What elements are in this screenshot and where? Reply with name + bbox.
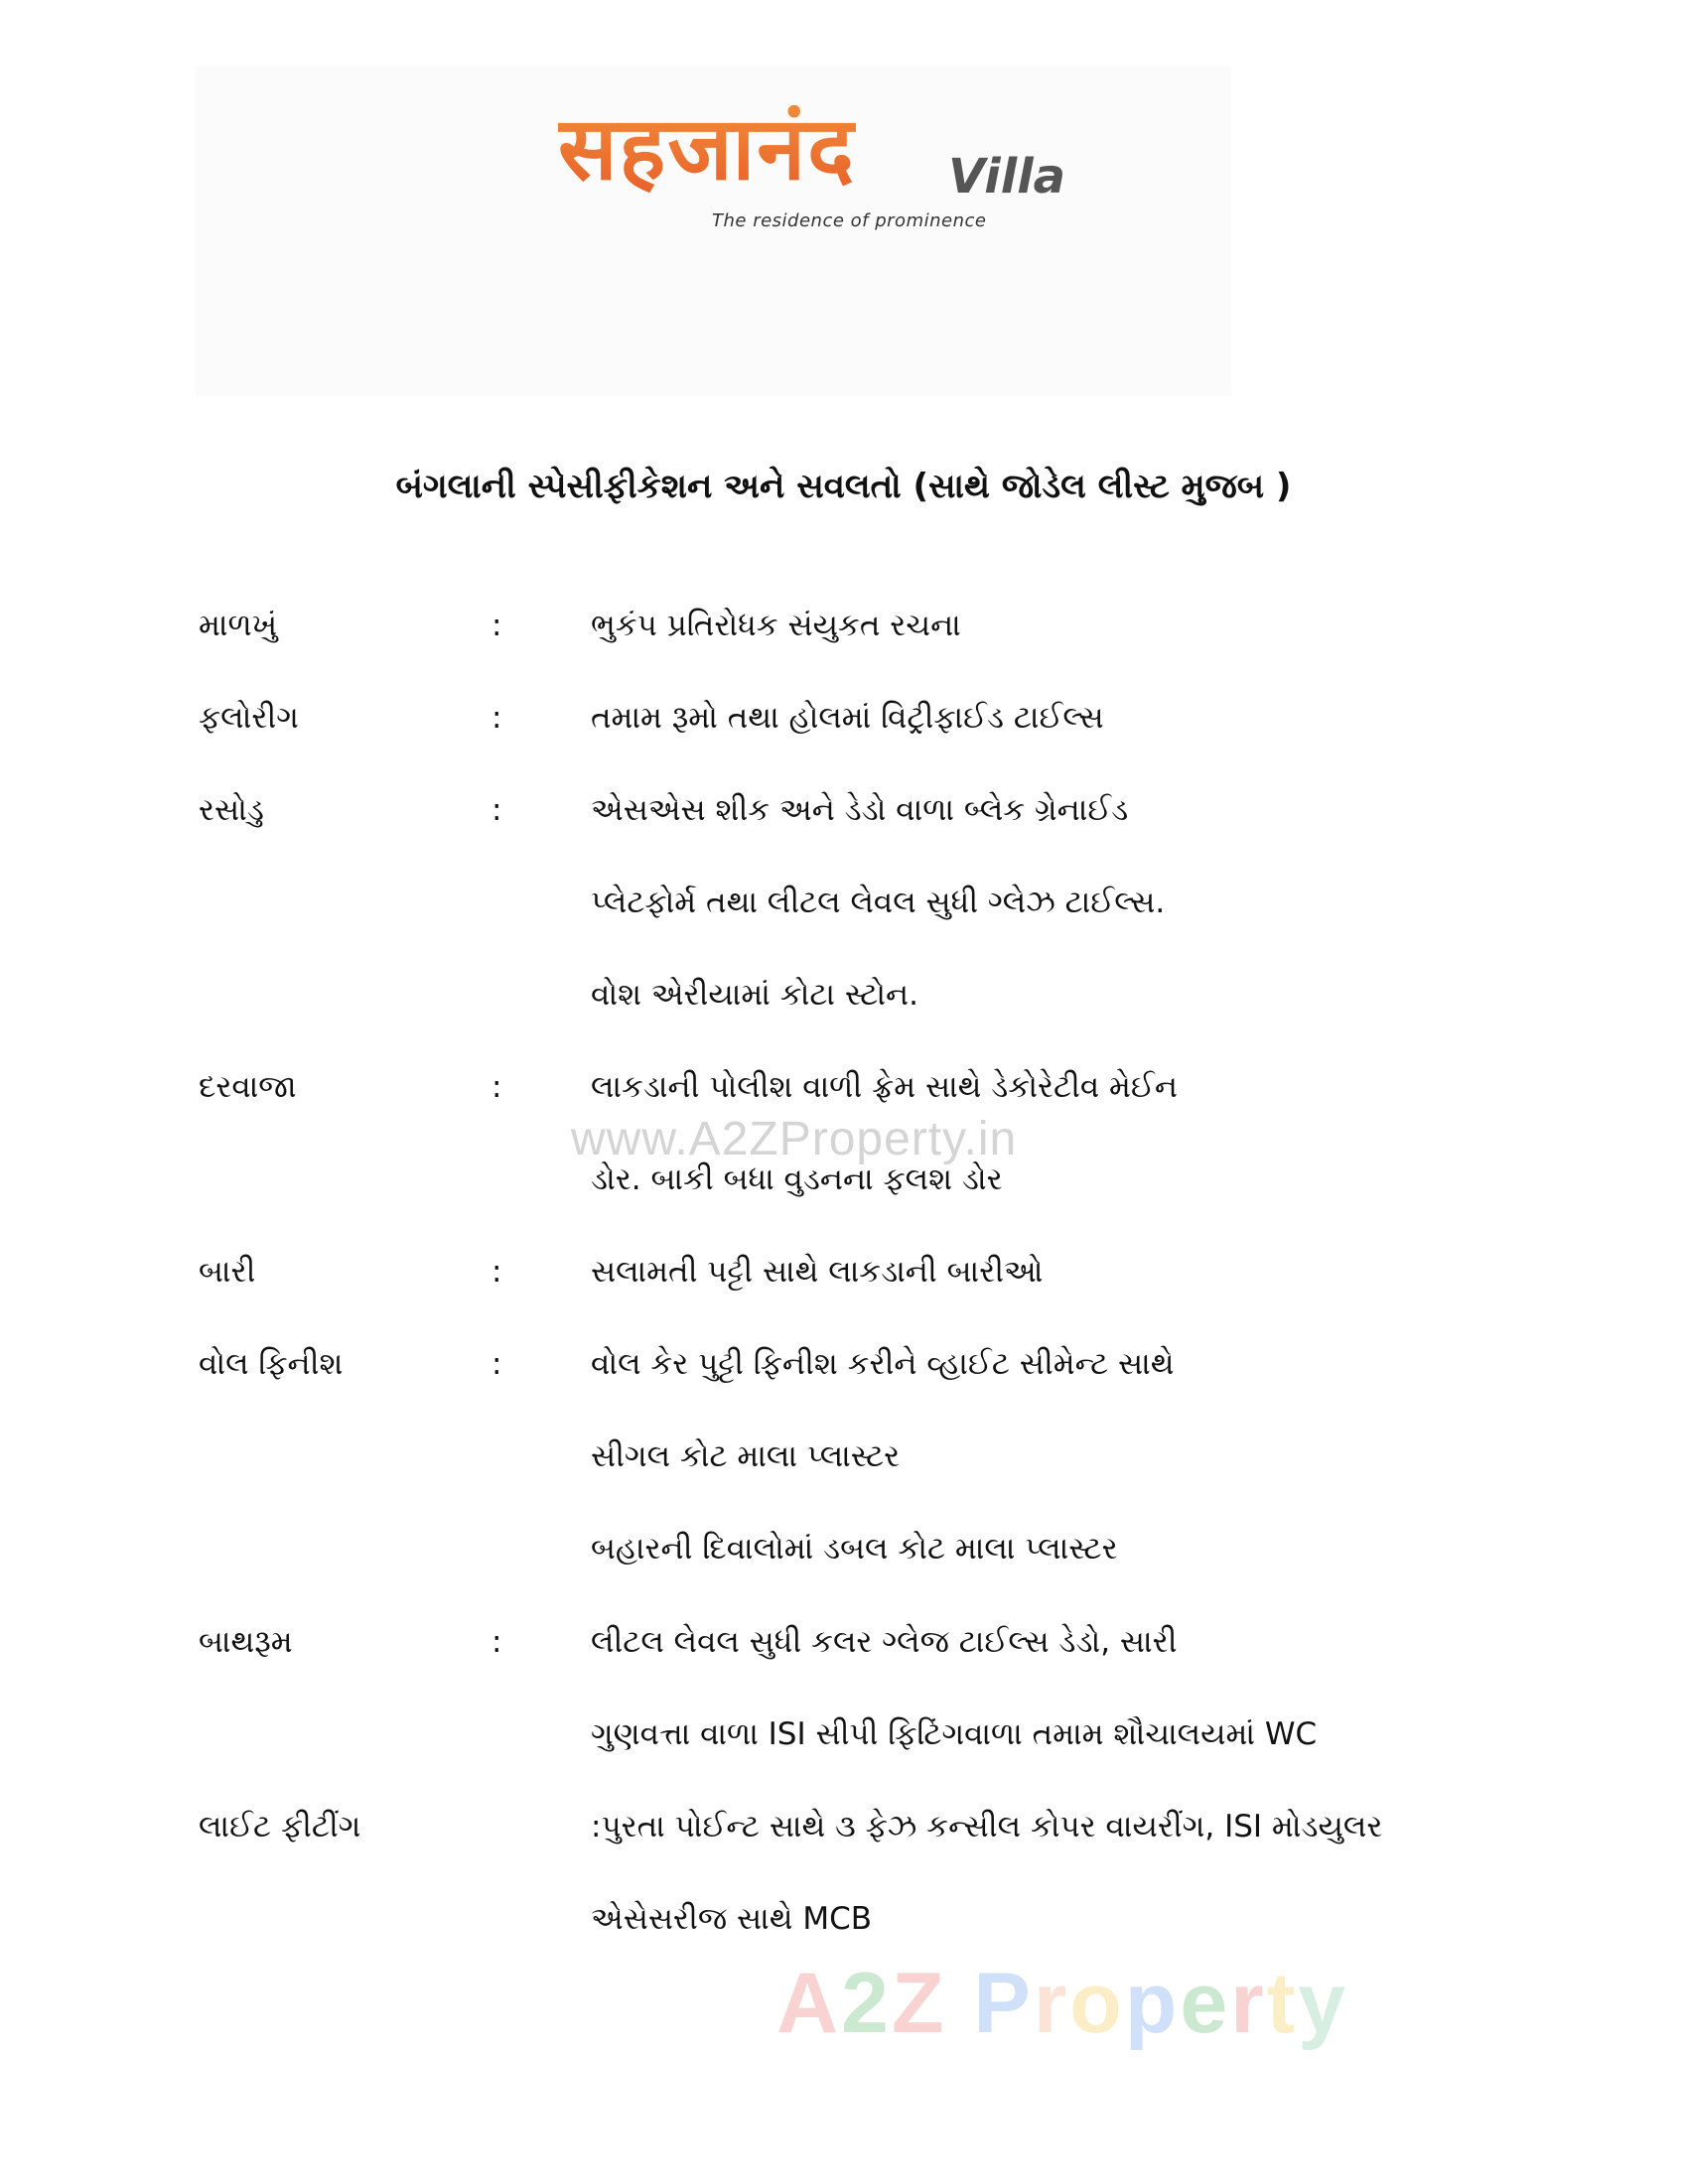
- logo-name: सहजानंद: [558, 97, 856, 200]
- spec-label: દરવાજા: [199, 1069, 297, 1105]
- spec-value: પ્લેટફોર્મ તથા લીટલ લેવલ સુધી ગ્લેઝ ટાઈલ્સ.: [591, 885, 1166, 920]
- spec-row-doors: [0, 1057, 1687, 1117]
- spec-value: બહારની દિવાલોમાં ડબલ કોટ માલા પ્લાસ્ટર: [591, 1531, 1118, 1567]
- spec-row-bathroom: [0, 1612, 1687, 1672]
- watermark-letter: e: [1180, 1956, 1231, 2051]
- spec-value: સીગલ કોટ માલા પ્લાસ્ટર: [591, 1438, 901, 1474]
- spec-colon: :: [492, 700, 502, 736]
- watermark-letter: r: [1230, 1956, 1267, 2051]
- spec-label: રસોડુ: [199, 792, 264, 828]
- logo-tagline: The residence of prominence: [712, 210, 987, 231]
- spec-value: એસએસ શીક અને ડેડો વાળા બ્લેક ગ્રેનાઈડ: [591, 792, 1129, 828]
- spec-row-bathroom-cont: [0, 1705, 1687, 1764]
- page-title: બંગલાની સ્પેસીફીકેશન અને સવલતો (સાથે જોડેલ લીસ્ટ મુજબ ): [395, 467, 1292, 506]
- spec-colon: :: [492, 608, 502, 643]
- spec-row-kitchen-cont: [0, 873, 1687, 932]
- spec-row-flooring: [0, 688, 1687, 748]
- spec-row-doors-cont: [0, 1150, 1687, 1209]
- spec-colon: :: [492, 1069, 502, 1105]
- watermark-letter: P: [973, 1956, 1034, 2051]
- spec-value: લીટલ લેવલ સુધી કલર ગ્લેજ ટાઈલ્સ ડેડો, સારી: [591, 1624, 1178, 1660]
- watermark-letter: t: [1266, 1956, 1299, 2051]
- watermark-letter: 2: [841, 1956, 892, 2051]
- spec-row-wall-finish: [0, 1334, 1687, 1394]
- spec-colon: :: [492, 1624, 502, 1660]
- spec-label: બારી: [199, 1254, 256, 1290]
- spec-row-light-fitting-cont: [0, 1889, 1687, 1949]
- watermark-letter: [947, 1956, 974, 2051]
- spec-label: ફલોરીગ: [199, 700, 299, 736]
- logo-suffix: Villa: [948, 149, 1066, 205]
- spec-colon: :: [492, 1254, 502, 1290]
- spec-value: :પુરતા પોઈન્ટ સાથે ૩ ફેઝ કન્સીલ કોપર વાયરીંગ, ISI મોડયુલર: [591, 1809, 1383, 1844]
- watermark-letter: A: [776, 1956, 842, 2051]
- spec-value: લાકડાની પોલીશ વાળી ફ્રેમ સાથે ડેકોરેટીવ મેઈન: [591, 1069, 1178, 1105]
- watermark-letter: Z: [891, 1956, 947, 2051]
- watermark-url: www.A2ZProperty.in: [571, 1113, 1018, 1165]
- watermark-letter: o: [1069, 1956, 1125, 2051]
- spec-label: લાઈટ ફીટીંગ: [199, 1809, 361, 1844]
- spec-value: સલામતી પટ્ટી સાથે લાકડાની બારીઓ: [591, 1254, 1044, 1290]
- spec-value: વોલ કેર પુટ્ટી ફિનીશ કરીને વ્હાઈટ સીમેન્ટ સાથે: [591, 1346, 1175, 1382]
- spec-row-wall-finish-cont: [0, 1519, 1687, 1578]
- watermark-letter: p: [1124, 1956, 1181, 2051]
- spec-row-kitchen: [0, 780, 1687, 840]
- spec-row-structure: [0, 596, 1687, 655]
- logo-banner: [196, 66, 1231, 396]
- spec-label: બાથરૂમ: [199, 1624, 293, 1660]
- spec-value: વોશ એરીયામાં કોટા સ્ટોન.: [591, 977, 918, 1013]
- spec-value: એસેસરીજ સાથે MCB: [591, 1901, 872, 1937]
- spec-colon: :: [492, 1346, 502, 1382]
- spec-value: ભુકંપ પ્રતિરોધક સંયુકત રચના: [591, 608, 961, 643]
- watermark-letter: r: [1033, 1956, 1070, 2051]
- spec-label: વોલ ફિનીશ: [199, 1346, 344, 1382]
- spec-row-kitchen-cont: [0, 965, 1687, 1024]
- watermark-letter: y: [1298, 1956, 1349, 2051]
- spec-row-light-fitting: [0, 1797, 1687, 1856]
- spec-row-windows: [0, 1242, 1687, 1301]
- spec-value: તમામ રૂમો તથા હોલમાં વિટ્રીફાઈડ ટાઈલ્સ: [591, 700, 1104, 736]
- watermark-brand-logo: [776, 1956, 1349, 2051]
- spec-colon: :: [492, 792, 502, 828]
- spec-row-wall-finish-cont: [0, 1427, 1687, 1486]
- spec-value: ગુણવત્તા વાળા ISI સીપી ફિટિંગવાળા તમામ શૌચાલયમાં WC: [591, 1716, 1318, 1752]
- spec-value: ડોર. બાકી બધા વુડનના ફલશ ડોર: [591, 1161, 1003, 1197]
- spec-label: માળખું: [199, 608, 278, 643]
